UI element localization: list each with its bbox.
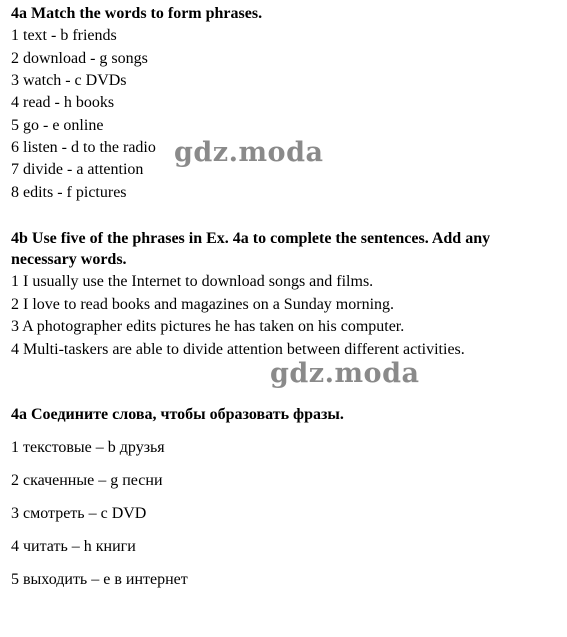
exercise-4a-item-8: 8 edits - f pictures [11,184,127,201]
exercise-4a-item-4: 4 read - h books [11,94,115,111]
exercise-4a-item-6: 6 listen - d to the radio [11,139,156,156]
exercise-4a-heading: 4a Match the words to form phrases. [11,5,263,22]
exercise-4b-sentence-3: 3 A photographer edits pictures he has taken on his computer. [11,318,405,335]
exercise-4a-item-1: 1 text - b friends [11,27,117,44]
exercise-4a-ru-item-1: 1 текстовые – b друзья [11,439,165,456]
exercise-4a-ru-item-4: 4 читать – h книги [11,538,136,555]
exercise-4a-item-5: 5 go - e online [11,117,104,134]
watermark-logo: gdz.moda [174,137,324,168]
exercise-4a-item-7: 7 divide - a attention [11,161,144,178]
exercise-4a-ru-item-5: 5 выходить – e в интернет [11,571,188,588]
exercise-4b-sentence-4: 4 Multi-taskers are able to divide attention between different activities. [11,341,465,358]
exercise-4a-ru-heading: 4a Соедините слова, чтобы образовать фразы. [11,406,344,423]
exercise-4b-sentence-2: 2 I love to read books and magazines on a Sunday morning. [11,296,395,313]
exercise-4b-heading-line-1: 4b Use five of the phrases in Ex. 4a to complete the sentences. Add any [11,230,491,247]
exercise-4a-item-3: 3 watch - c DVDs [11,72,127,89]
exercise-4a-ru-item-3: 3 смотреть – c DVD [11,505,147,522]
exercise-4a-ru-item-2: 2 скаченные – g песни [11,472,163,489]
exercise-4b-sentence-1: 1 I usually use the Internet to download songs and films. [11,273,374,290]
exercise-4b-heading-line-2: necessary words. [11,251,127,268]
exercise-4a-item-2: 2 download - g songs [11,50,148,67]
watermark-logo: gdz.moda [270,358,420,389]
